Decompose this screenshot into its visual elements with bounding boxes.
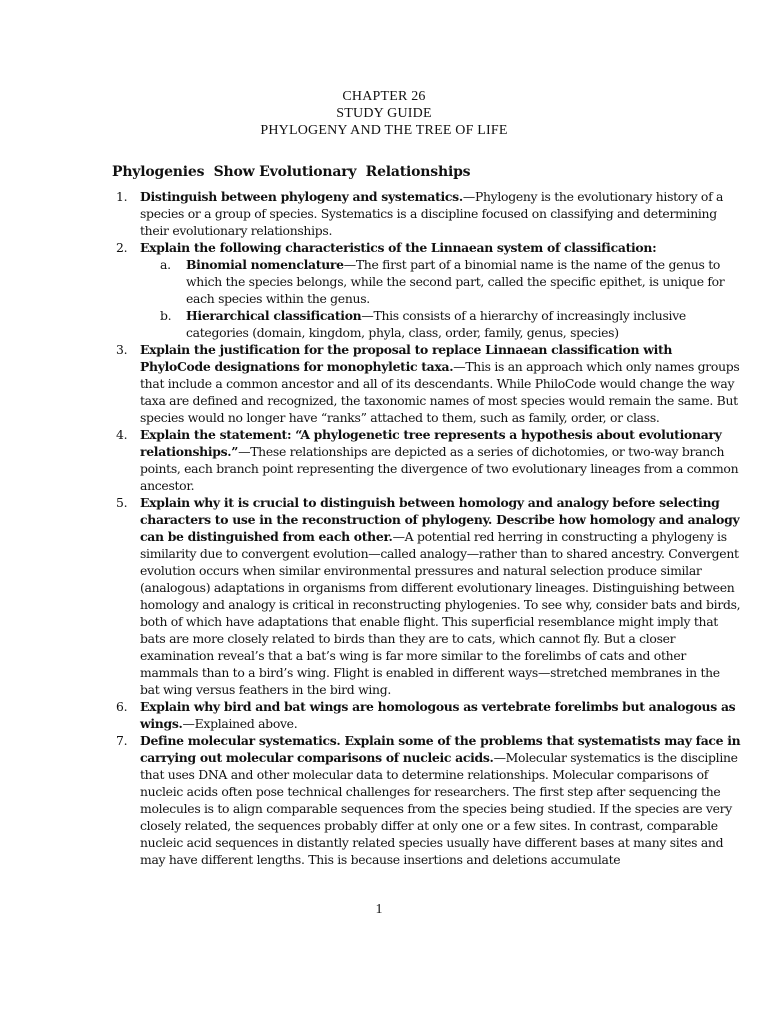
list-item	[112, 698, 742, 732]
sub-item-definition: —The first part of a binomial name is the name of the genus to which the species belongs, while the second part, called the specific epithet, is unique for each species within the genus.	[186, 257, 725, 306]
item-number: 6.	[116, 699, 128, 714]
item-number: 3.	[116, 342, 128, 357]
sub-item-definition: —This consists of a hierarchy of increasingly inclusive categories (domain, kingdom, phyla, class, order, family, genus, species)	[186, 308, 686, 340]
item-answer: —This is an approach which only names groups that include a common ancestor and all of its descendants. While PhiloCode would change the way taxa are defined and recognized, the taxonomic names of most species would remain the same. But species would no longer have “ranks” attached to them, such as family, order, or class.	[140, 359, 740, 425]
item-number: 4.	[116, 427, 128, 442]
item-answer: —A potential red herring in constructing a phylogeny is similarity due to convergent evolution—called analogy—rather than to shared ancestry. Convergent evolution occurs when similar environmental pressures and natural selection produce similar (analogous) adaptations in organisms from different evolutionary lineages. Distinguishing between homology and analogy is critical in reconstructing phylogenies. To see why, consider bats and birds, both of which have adaptations that enable flight. This superficial resemblance might imply that bats are more closely related to birds than they are to cats, which cannot fly. But a closer examination reveal’s that a bat’s wing is far more similar to the forelimbs of cats and other mammals than to a bird’s wing. Flight is enabled in different ways—stretched membranes in the bat wing versus feathers in the bird wing.	[140, 529, 741, 697]
item-question: Explain why bird and bat wings are homologous as vertebrate forelimbs but analogous as wings.	[140, 699, 736, 731]
item-number: 5.	[116, 495, 128, 510]
item-question: Explain why it is crucial to distinguish between homology and analogy before selecting characters to use in the reconstruction of phylogeny. Describe how homology and analogy can be distinguished from each other.	[140, 495, 740, 544]
section-heading: Phylogenies Show Evolutionary Relationships	[112, 164, 471, 180]
item-number: 2.	[116, 240, 128, 255]
list-item	[112, 239, 742, 256]
list-item	[112, 732, 742, 868]
item-number: 7.	[116, 733, 128, 748]
sub-item-term: Binomial nomenclature	[186, 257, 344, 272]
item-answer: —These relationships are depicted as a series of dichotomies, or two-way branch points, each branch point representing the divergence of two evolutionary lineages from a common ancestor.	[140, 444, 739, 493]
sub-item-letter: a.	[160, 257, 171, 272]
item-question: Explain the statement: “A phylogenetic tree represents a hypothesis about evolutionary relationships.”	[140, 427, 722, 459]
chapter-title: PHYLOGENY AND THE TREE OF LIFE	[260, 123, 508, 138]
question-list	[112, 188, 742, 868]
study-guide-label: STUDY GUIDE	[336, 106, 432, 121]
chapter-label: CHAPTER 26	[342, 89, 426, 104]
sub-item-letter: b.	[160, 308, 172, 323]
item-number: 1.	[116, 189, 128, 204]
sub-list-item	[112, 307, 742, 341]
sub-item-term: Hierarchical classification	[186, 308, 362, 323]
document-header	[0, 88, 768, 139]
list-item	[112, 426, 742, 494]
sub-list-item	[112, 256, 742, 307]
item-answer: —Phylogeny is the evolutionary history of a species or a group of species. Systematics is a discipline focused on classifying and determining their evolutionary relationships.	[140, 189, 724, 238]
list-item	[112, 341, 742, 426]
list-item	[112, 188, 742, 239]
item-answer: —Explained above.	[182, 716, 298, 731]
item-question: Define molecular systematics. Explain some of the problems that systematists may face in carrying out molecular comparisons of nucleic acids.	[140, 733, 741, 765]
item-question: Explain the following characteristics of the Linnaean system of classification:	[140, 240, 657, 255]
list-item	[112, 494, 742, 698]
page-number: 1	[375, 902, 383, 917]
item-answer: —Molecular systematics is the discipline that uses DNA and other molecular data to determine relationships. Molecular comparisons of nucleic acids often pose technical challenges for researchers. The first step after sequencing the molecules is to align comparable sequences from the species being studied. If the species are very closely related, the sequences probably differ at only one or a few sites. In contrast, comparable nucleic acid sequences in distantly related species usually have different bases at many sites and may have different lengths. This is because insertions and deletions accumulate	[140, 750, 738, 867]
item-question: Explain the justification for the proposal to replace Linnaean classification with PhyloCode designations for monophyletic taxa.	[140, 342, 673, 374]
item-question: Distinguish between phylogeny and systematics.	[140, 189, 463, 204]
